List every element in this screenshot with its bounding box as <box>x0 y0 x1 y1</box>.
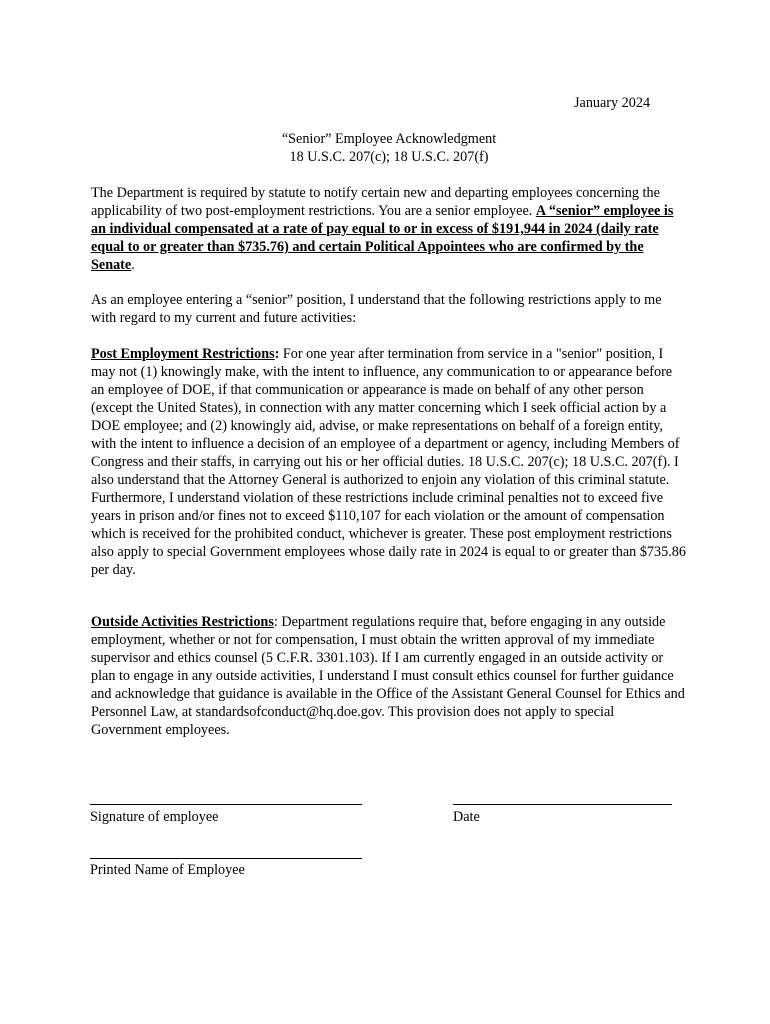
date-label: Date <box>453 809 480 825</box>
document-date: January 2024 <box>574 95 651 111</box>
printed-name-line[interactable] <box>90 858 362 859</box>
outside-activities-text: : Department regulations require that, before engaging in any outside employment, whether or not for compensation, I must obtain the written approval of my immediate supervisor and ethics counsel (5 C.F.R. 3301.103). If I am currently engaged in an outside activity or plan to engage in any outside activities, I understand I must consult ethics counsel for further guidance and acknowledge that guidance is available in the Office of the Assistant General Counsel for Ethics and Personnel Law, at standardsofconduct@hq.doe.gov. This provision does not apply to special Government employees. <box>91 614 685 738</box>
signature-line[interactable] <box>90 804 362 805</box>
intro-paragraph <box>91 184 687 274</box>
intro-text: The Department is required by statute to notify certain new and departing employees concerning the applicability of two post-employment restrictions. You are a senior employee. <box>91 185 660 219</box>
document-title: “Senior” Employee Acknowledgment <box>281 131 497 147</box>
understanding-paragraph: As an employee entering a “senior” position, I understand that the following restrictions apply to me with regard to my current and future activities: <box>91 292 662 326</box>
signature-label: Signature of employee <box>90 809 219 825</box>
senior-employee-definition: A “senior” employee is an individual compensated at a rate of pay equal to or in excess of $191,944 in 2024 (daily rate equal to or greater than $735.76) and certain Political Appointees who are confirmed by the Senate <box>91 203 674 273</box>
title-block <box>90 130 688 166</box>
outside-activities-paragraph <box>91 613 687 739</box>
printed-name-label: Printed Name of Employee <box>90 862 245 878</box>
post-employment-colon: : <box>274 346 280 362</box>
post-employment-text: For one year after termination from service in a "senior" position, I may not (1) knowingly make, with the intent to influence, any communication to or appearance before an employee of DOE, if that communication or appearance is made on behalf of any other person (except the United States), in connection with any matter concerning which I seek official action by a DOE employee; and (2) knowingly aid, advise, or make representations on behalf of a foreign entity, with the intent to influence a decision of an employee of a department or agency, including Members of Congress and their staffs, in carrying out his or her official duties. 18 U.S.C. 207(c); 18 U.S.C. 207(f). I also understand that the Attorney General is authorized to enjoin any violation of this criminal statute. Furthermore, I understand violation of these restrictions include criminal penalties not to exceed five years in prison and/or fines not to exceed $110,107 for each violation or the amount of compensation which is received for the prohibited conduct, whichever is greater. These post employment restrictions also apply to special Government employees whose daily rate in 2024 is equal to or greater than $735.86 per day. <box>91 346 686 578</box>
outside-activities-heading: Outside Activities Restrictions <box>91 614 274 630</box>
date-line[interactable] <box>453 804 672 805</box>
post-employment-heading: Post Employment Restrictions <box>91 346 275 362</box>
intro-end: . <box>131 257 135 273</box>
statute-citation: 18 U.S.C. 207(c); 18 U.S.C. 207(f) <box>289 149 489 165</box>
post-employment-paragraph <box>91 345 687 579</box>
